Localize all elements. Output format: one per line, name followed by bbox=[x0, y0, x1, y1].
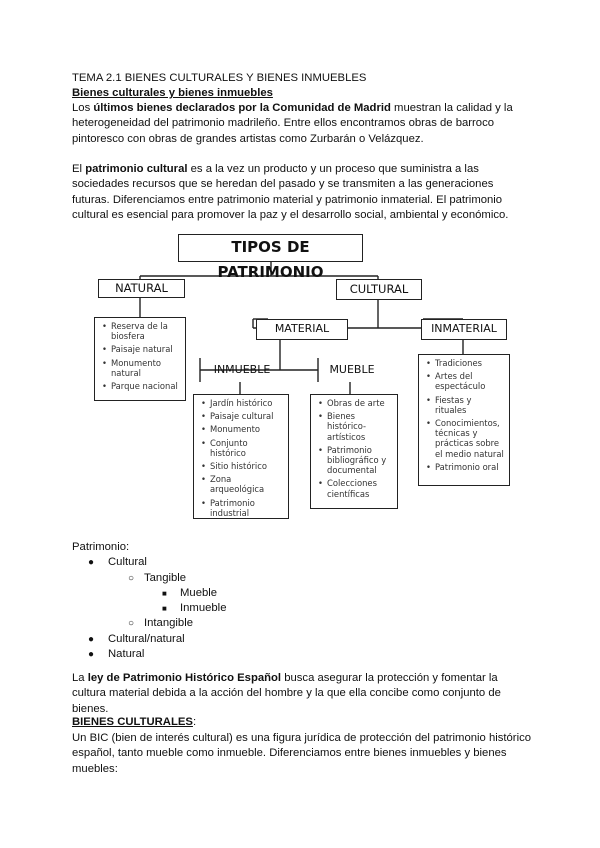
outline-item-text: Cultural/natural bbox=[108, 632, 185, 645]
tipos-de-patrimonio-diagram bbox=[88, 234, 518, 524]
section-heading-text: Bienes culturales y bienes inmuebles bbox=[72, 87, 273, 99]
list-item: • Conocimientos, técnicas y prácticas sobre el medio natural bbox=[435, 418, 505, 459]
list-item: • Obras de arte bbox=[327, 398, 393, 408]
list-item: • Sitio histórico bbox=[210, 461, 284, 471]
list-item: • Fiestas y rituales bbox=[435, 395, 505, 415]
list-item: • Patrimonio bibliográfico y documental bbox=[327, 445, 393, 476]
list-item bbox=[72, 555, 226, 570]
paragraph-ley-patrimonio bbox=[72, 671, 532, 717]
paragraph-madrid bbox=[72, 101, 532, 147]
list-item bbox=[72, 647, 226, 662]
list-item: • Reserva de la biosfera bbox=[111, 321, 181, 341]
natural-label: NATURAL bbox=[115, 281, 168, 295]
list-item bbox=[72, 616, 226, 631]
para3-bold: ley de Patrimonio Histórico Español bbox=[87, 672, 282, 684]
inmaterial-label: INMATERIAL bbox=[431, 322, 497, 335]
cultural-box bbox=[336, 279, 422, 300]
list-item: • Bienes histórico-artísticos bbox=[327, 411, 393, 442]
section2-heading-text: BIENES CULTURALES bbox=[72, 716, 193, 728]
inmueble-list bbox=[194, 395, 288, 524]
list-item: • Paisaje natural bbox=[111, 344, 181, 354]
mueble-list-box bbox=[310, 394, 398, 509]
list-item: • Patrimonio industrial bbox=[210, 498, 284, 518]
outline-item-text: Tangible bbox=[144, 571, 187, 584]
para3-post: busca asegurar la protección y fomentar la cultura material debida a la acción del hombre y la que ella concibe como conjunto de bienes. bbox=[72, 672, 501, 715]
list-item bbox=[72, 586, 226, 601]
inmueble-list-box bbox=[193, 394, 289, 519]
outline-item-text: Mueble bbox=[180, 586, 218, 599]
para2-pre: El bbox=[72, 163, 86, 175]
outline-root bbox=[72, 540, 226, 555]
outline-item-text: Cultural bbox=[108, 556, 147, 569]
list-item: • Jardín histórico bbox=[210, 398, 284, 408]
list-item: • Tradiciones bbox=[435, 358, 505, 368]
para2-bold: patrimonio cultural bbox=[85, 163, 188, 175]
list-item: • Parque nacional bbox=[111, 381, 181, 391]
list-item: • Monumento bbox=[210, 424, 284, 434]
cultural-label: CULTURAL bbox=[349, 282, 409, 296]
topic-title: TEMA 2.1 BIENES CULTURALES Y BIENES INMUEBLES bbox=[72, 72, 367, 84]
inmueble-label-box bbox=[202, 360, 282, 380]
para1-bold: últimos bienes declarados por la Comunidad de Madrid bbox=[93, 102, 391, 114]
material-label: MATERIAL bbox=[274, 322, 330, 335]
material-box bbox=[256, 319, 348, 340]
list-item bbox=[72, 632, 226, 647]
paragraph-patrimonio-cultural bbox=[72, 162, 532, 223]
bullet-icon: ● bbox=[88, 649, 95, 661]
list-item: • Patrimonio oral bbox=[435, 462, 505, 472]
inmaterial-list bbox=[419, 355, 509, 478]
para1-pre: Los bbox=[72, 102, 94, 114]
bullet-icon: ● bbox=[88, 633, 95, 645]
para2-post: es a la vez un producto y un proceso que suministra a las sociedades recursos que se heredan del pasado y se transmiten a las generaciones futuras. Diferenciamos entre patrimonio material y patrimonio inmaterial. El patrimonio cultural es esencial para promover la paz y el desarrollo social, ambiental y económico. bbox=[72, 163, 509, 221]
para1-post: muestran la calidad y la heterogeneidad del patrimonio madrileño. Entre ellos encontramos obras de barroco pintoresco con obras de grandes artistas como Zurbarán o Velázquez. bbox=[72, 102, 513, 145]
paragraph-bic: Un BIC (bien de interés cultural) es una figura jurídica de protección del patrimonio histórico español, tanto mueble como inmueble. Diferenciamos entre bienes inmuebles y bienes muebles: bbox=[72, 732, 532, 775]
list-item: • Colecciones científicas bbox=[327, 478, 393, 498]
outline-item-text: Inmueble bbox=[180, 602, 227, 615]
patrimonio-outline bbox=[72, 540, 226, 662]
square-bullet-icon: ■ bbox=[162, 604, 167, 614]
circle-bullet-icon: ○ bbox=[128, 618, 135, 630]
outline-item-text: Intangible bbox=[144, 617, 193, 630]
inmueble-label: INMUEBLE bbox=[213, 363, 271, 376]
list-item: • Paisaje cultural bbox=[210, 411, 284, 421]
bullet-icon: ● bbox=[88, 557, 95, 569]
list-item bbox=[72, 571, 226, 586]
diagram-title: TIPOS DE PATRIMONIO bbox=[217, 238, 324, 281]
mueble-label: MUEBLE bbox=[329, 363, 375, 376]
inmaterial-box bbox=[421, 319, 507, 340]
list-item bbox=[72, 601, 226, 616]
section2-colon: : bbox=[192, 716, 197, 728]
circle-bullet-icon: ○ bbox=[128, 572, 135, 584]
list-item: • Zona arqueológica bbox=[210, 474, 284, 494]
list-item: • Artes del espectáculo bbox=[435, 371, 505, 391]
inmaterial-list-box bbox=[418, 354, 510, 486]
natural-box bbox=[98, 279, 185, 298]
outline-root-text: Patrimonio: bbox=[72, 541, 130, 553]
para3-pre: La bbox=[72, 672, 88, 684]
square-bullet-icon: ■ bbox=[162, 588, 167, 598]
list-item: • Monumento natural bbox=[111, 358, 181, 378]
diagram-title-box bbox=[178, 234, 363, 281]
outline-item-text: Natural bbox=[108, 648, 145, 661]
list-item: • Conjunto histórico bbox=[210, 438, 284, 458]
mueble-label-box bbox=[320, 360, 384, 380]
mueble-list bbox=[311, 395, 397, 505]
section-heading bbox=[72, 86, 532, 101]
natural-list-box bbox=[94, 317, 186, 401]
section-bienes-culturales-heading bbox=[72, 715, 532, 730]
natural-list bbox=[95, 318, 185, 397]
